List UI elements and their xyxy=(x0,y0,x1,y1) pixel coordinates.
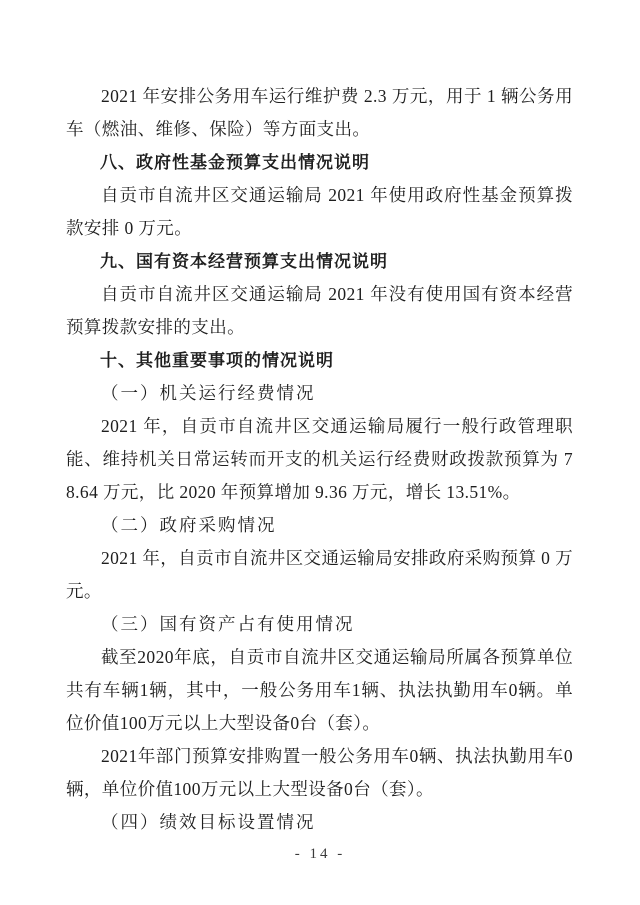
subsection-heading-1: （一）机关运行经费情况 xyxy=(101,383,316,403)
paragraph-state-assets: 截至2020年底，自贡市自流井区交通运输局所属各预算单位共有车辆1辆，其中，一般公务用车1辆、执法执勤用车0辆。单位价值100万元以上大型设备0台（套）。 xyxy=(66,647,573,733)
page-number: - 14 - xyxy=(294,846,346,862)
paragraph-state-capital: 自贡市自流井区交通运输局 2021 年没有使用国有资本经营预算拨款安排的支出。 xyxy=(66,284,573,337)
document-body xyxy=(66,80,573,839)
section-heading-8: 八、政府性基金预算支出情况说明 xyxy=(100,153,370,172)
section-heading-9: 九、国有资本经营预算支出情况说明 xyxy=(100,252,388,271)
paragraph-vehicle-purchase: 2021年部门预算安排购置一般公务用车0辆、执法执勤用车0辆，单位价值100万元以上大型设备0台（套）。 xyxy=(66,746,573,799)
paragraph-operating-expense: 2021 年，自贡市自流井区交通运输局履行一般行政管理职能、维持机关日常运转而开支的机关运行经费财政拨款预算为 78.64 万元，比 2020 年预算增加 9.36 万元，增长 13.51%。 xyxy=(66,416,573,502)
paragraph-gov-fund-budget: 自贡市自流井区交通运输局 2021 年使用政府性基金预算拨款安排 0 万元。 xyxy=(66,185,573,238)
paragraph-vehicle-maintenance: 2021 年安排公务用车运行维护费 2.3 万元，用于 1 辆公务用车（燃油、维修、保险）等方面支出。 xyxy=(66,86,573,139)
subsection-heading-2: （二）政府采购情况 xyxy=(101,515,277,535)
subsection-heading-4: （四）绩效目标设置情况 xyxy=(101,812,316,832)
section-heading-10: 十、其他重要事项的情况说明 xyxy=(100,351,334,370)
paragraph-gov-procurement: 2021 年，自贡市自流井区交通运输局安排政府采购预算 0 万元。 xyxy=(66,548,573,601)
subsection-heading-3: （三）国有资产占有使用情况 xyxy=(101,614,355,634)
document-page xyxy=(66,80,573,839)
